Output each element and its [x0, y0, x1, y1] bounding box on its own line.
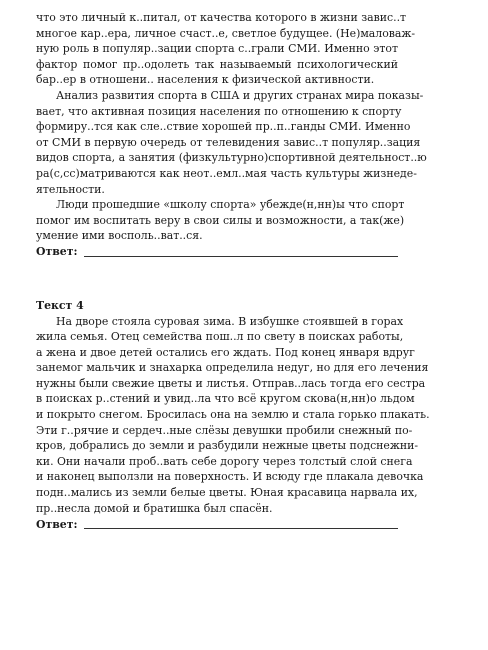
- text-line: ятельности.: [36, 182, 105, 196]
- text-line: и покрыто снегом. Бросилась она на землю и стала горько плакать.: [36, 408, 430, 422]
- text-line: в поисках р..стений и увид..ла что всё кругом скова(н,нн)о льдом: [36, 392, 415, 406]
- text-line: ную роль в популяр..зации спорта с..грали СМИ. Именно этот: [36, 42, 398, 56]
- text-line: а жена и двое детей остались его ждать. Под конец января вдруг: [36, 345, 415, 359]
- text-line: умение ими восполь..ват..ся.: [36, 229, 203, 243]
- text4-paragraph: [36, 314, 430, 517]
- text-line: пр..несла домой и братишка был спасён.: [36, 501, 273, 515]
- text-line: занемог мальчик и знахарка определила недуг, но для его лечения: [36, 361, 429, 375]
- text-line: видов спорта, а занятия (физкультурно)спортивной деятельност..ю: [36, 151, 427, 165]
- text-line: помог им воспитать веру в свои силы и возможности, а так(же): [36, 213, 405, 227]
- text-line: нужны были свежие цветы и листья. Отправ..лась тогда его сестра: [36, 376, 426, 390]
- text-line: от СМИ в первую очередь от телевидения завис..т популяр..зация: [36, 135, 421, 149]
- text4-answer-row: [36, 517, 398, 532]
- answer-label: Ответ:: [36, 245, 78, 259]
- text3-answer-row: [36, 245, 398, 260]
- text-line: и наконец выползли на поверхность. И всюду где плакала девочка: [36, 470, 424, 484]
- document-page: [36, 10, 430, 532]
- text-line: ки. Они начали проб..вать себе дорогу через толстый слой снега: [36, 454, 413, 468]
- text3-paragraph-2: [36, 88, 427, 197]
- text-line: кров, добрались до земли и разбудили нежные цветы подснежни-: [36, 439, 419, 453]
- text-line: жила семья. Отец семейства пош..л по свету в поисках работы,: [36, 330, 404, 344]
- text-line: Эти г..рячие и сердеч..ные слёзы девушки пробили снежный по-: [36, 423, 413, 437]
- text-line: подн..мались из земли белые цветы. Юная красавица нарвала их,: [36, 486, 418, 500]
- answer-line[interactable]: [84, 256, 399, 257]
- text-line: что это личный к..питал, от качества которого в жизни завис..т: [36, 11, 407, 24]
- text-line: бар..ер в отношени.. населения к физической активности.: [36, 73, 375, 87]
- text-line: На дворе стояла суровая зима. В избушке стоявшей в горах: [56, 314, 404, 328]
- text-line: ра(с,сс)матриваются как неот..емл..мая часть культуры жизнеде-: [36, 166, 417, 180]
- text3-paragraph-3: [36, 197, 405, 244]
- text3-paragraph-1: [36, 10, 416, 88]
- answer-line[interactable]: [84, 528, 399, 529]
- text-line: вает, что активная позиция населения по отношению к спорту: [36, 104, 402, 118]
- text-line: фактор помог пр..одолеть так называемый психологический: [36, 57, 398, 71]
- text-line: Анализ развития спорта в США и других странах мира показы-: [56, 88, 424, 102]
- text-line: многое кар..ера, личное счаст..е, светлое будущее. (Не)маловаж-: [36, 26, 416, 40]
- answer-label: Ответ:: [36, 517, 78, 531]
- text4-title: Текст 4: [36, 298, 84, 312]
- text-line: формиру..тся как сле..ствие хорошей пр..п..ганды СМИ. Именно: [36, 120, 411, 134]
- text-line: Люди прошедшие «школу спорта» убежде(н,нн)ы что спорт: [56, 198, 405, 212]
